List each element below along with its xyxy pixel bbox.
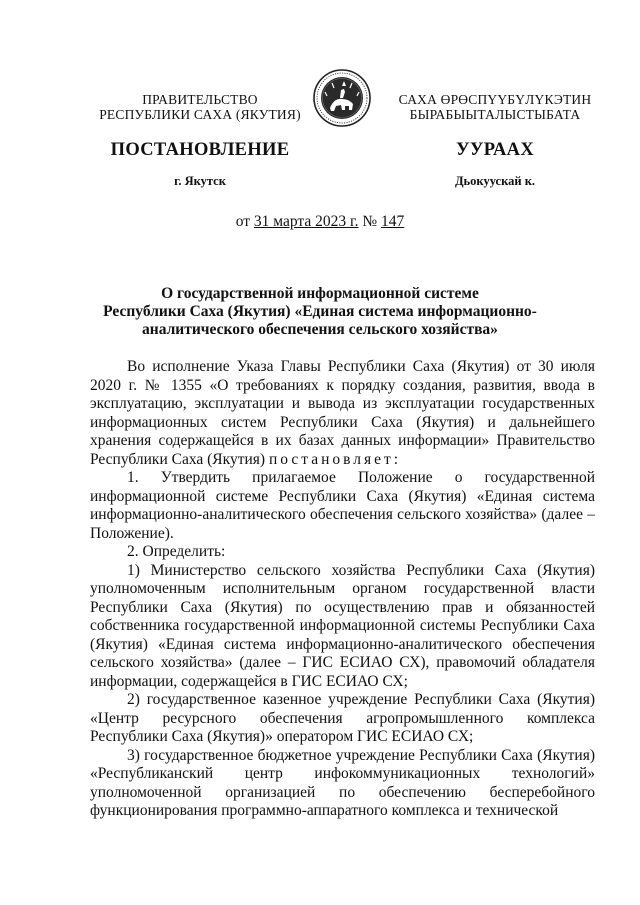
date-prefix: от — [235, 213, 254, 230]
number-sep: № — [358, 213, 382, 230]
paragraph-item-2: 2. Определить: — [127, 543, 226, 560]
document-title — [90, 285, 550, 339]
paragraph-preamble — [90, 358, 595, 469]
date-value: 31 марта 2023 г. — [253, 213, 359, 230]
preamble-verb: постановляет: — [268, 450, 402, 468]
paragraph-subitem-1: 1) Министерство сельского хозяйства Республики Саха (Якутия) уполномоченным исполнительным органом государственной власти Республики Саха (Якутия) по осуществлению прав и обязанностей собственника государственной информационной системы Республики Саха (Якутия) «Единая система информационно-аналитического обеспечения сельского хозяйства» (далее – ГИС ЕСИАО СХ), правомочий обладателя информации, содержащейся в ГИС ЕСИАО СХ; — [90, 561, 595, 690]
header-right — [380, 92, 610, 122]
city-right: Дьокуускай к. — [454, 174, 536, 188]
title-line1: О государственной информационной системе — [161, 285, 479, 302]
date-line — [0, 213, 640, 231]
doc-type-left: ПОСТАНОВЛЕНИЕ — [110, 140, 290, 160]
document-number: 147 — [381, 213, 405, 230]
preamble-text: Во исполнение Указа Главы Республики Саха (Якутия) от 30 июля 2020 г. № 1355 «О требованиях к порядку создания, развития, ввода в эксплуатацию, эксплуатации и вывода из эксплуатации государственных информационных систем Республики Саха (Якутия) и дальнейшего хранения содержащейся в их базах данных информации» Правительство Республики Саха (Якутия) — [90, 358, 595, 468]
header-right-line1: САХА ӨРӨСПҮҮБҮЛҮКЭТИН — [398, 92, 592, 107]
city-left: г. Якутск — [174, 174, 226, 188]
header-left-line2: РЕСПУБЛИКИ САХА (ЯКУТИЯ) — [99, 107, 301, 122]
header-left — [95, 92, 305, 122]
coat-of-arms-icon — [312, 68, 372, 128]
header-left-line1: ПРАВИТЕЛЬСТВО — [142, 92, 258, 107]
doc-type-right: УУРААХ — [456, 140, 534, 160]
paragraph-subitem-3: 3) государственное бюджетное учреждение Республики Саха (Якутия) «Республиканский центр инфокоммуникационных технологий» уполномоченной организацией по обеспечению бесперебойного функционирования программно-аппаратного комплекса и технической — [90, 746, 595, 819]
title-line2: Республики Саха (Якутия) «Единая система информационно- — [103, 303, 537, 320]
title-line3: аналитического обеспечения сельского хозяйства» — [142, 321, 498, 338]
paragraph-subitem-2: 2) государственное казенное учреждение Республики Саха (Якутия) «Центр ресурсного обеспечения агропромышленного комплекса Республики Саха (Якутия)» оператором ГИС ЕСИАО СХ; — [90, 691, 595, 745]
paragraph-item-1: 1. Утвердить прилагаемое Положение о государственной информационной системе Республики Саха (Якутия) «Единая система информационно-аналитического обеспечения сельского хозяйства» (далее – Положение). — [90, 469, 595, 542]
document-body — [90, 358, 595, 821]
header-right-line2: БЫРАБЫЫТАЛЫСТЫБАТА — [409, 107, 581, 122]
